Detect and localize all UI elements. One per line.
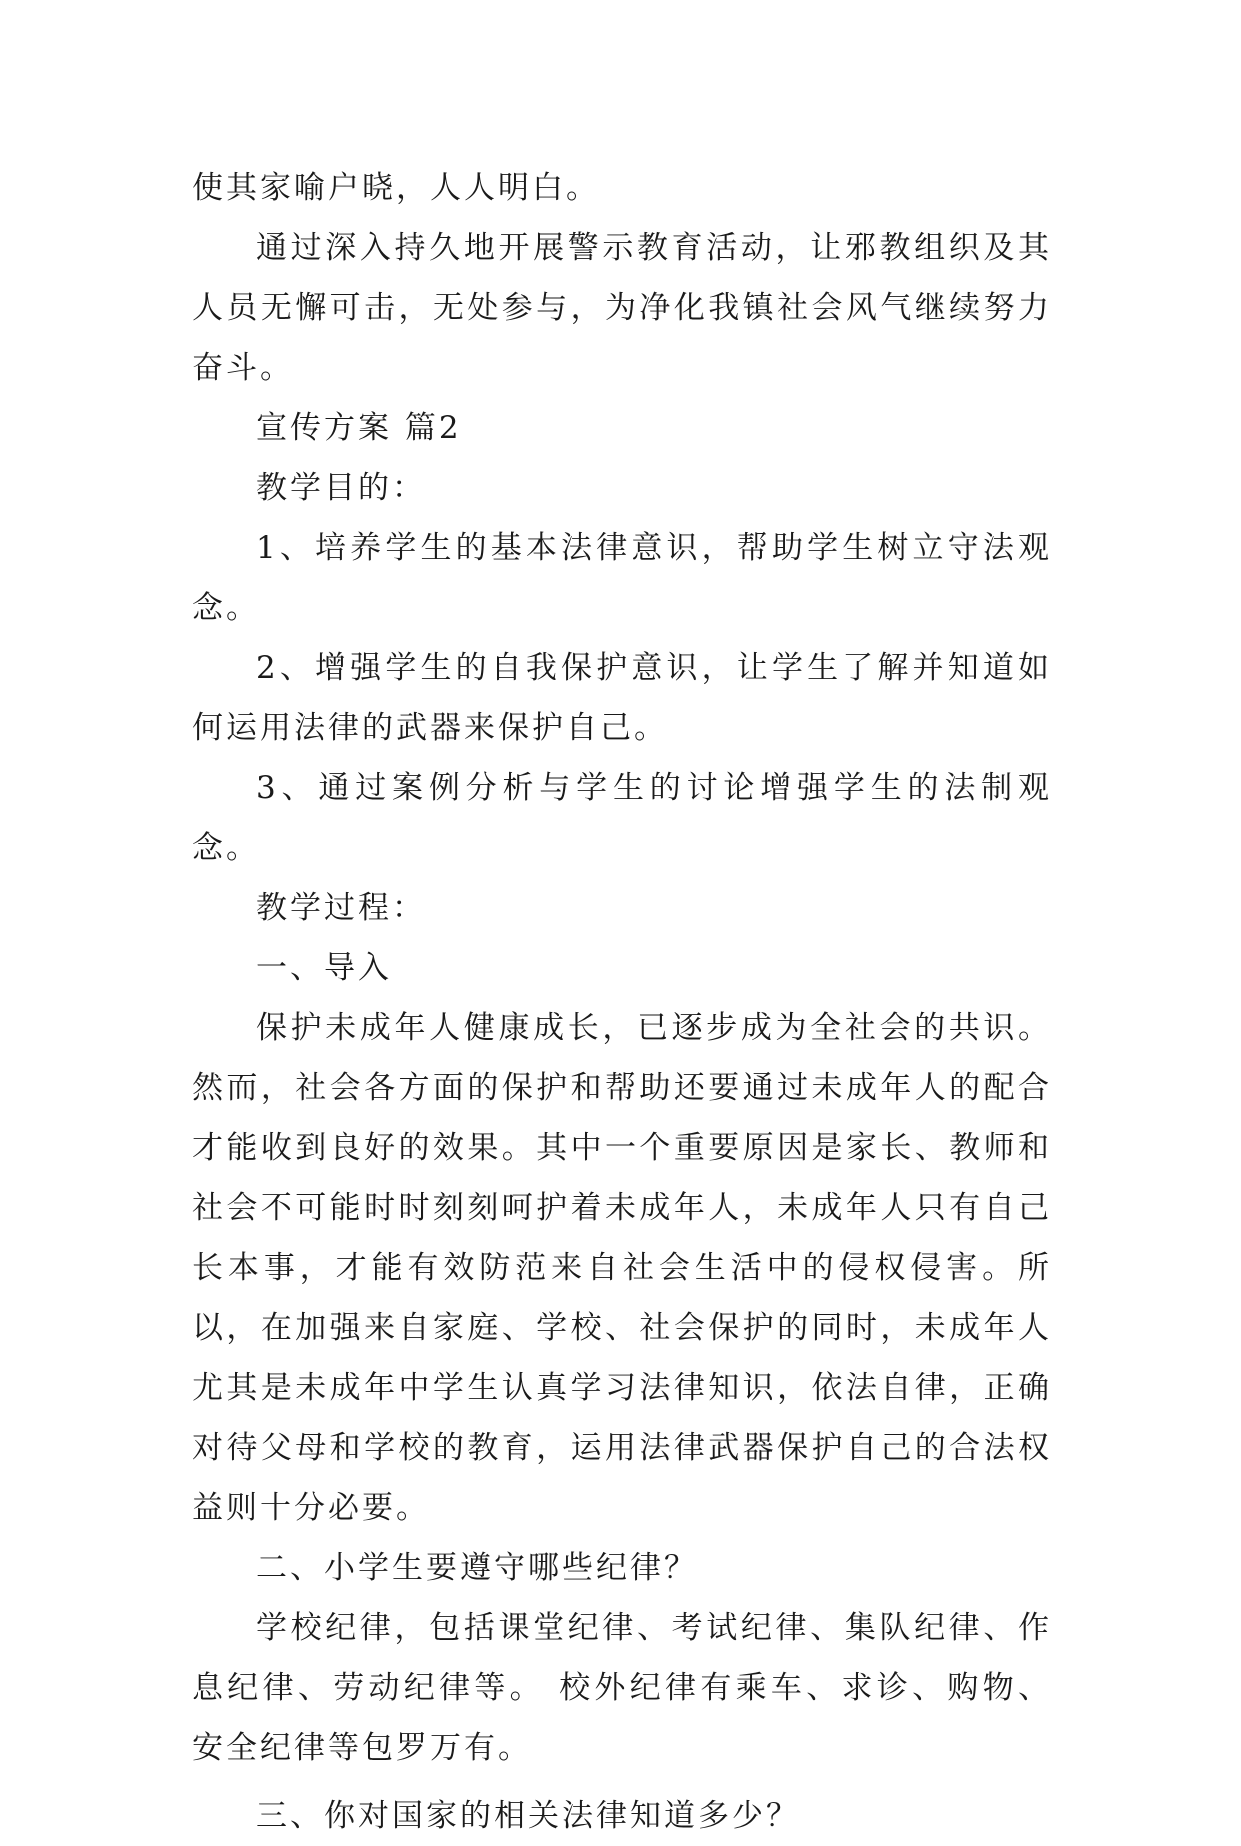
teaching-objectives-heading: 教学目的： <box>256 470 426 506</box>
section-heading-introduction: 一、导入 <box>256 950 392 986</box>
section-heading-plan-2: 宣传方案 篇2 <box>256 410 462 446</box>
paragraph-introduction: 保护未成年人健康成长，已逐步成为全社会的共识。然而，社会各方面的保护和帮助还要通过未成年人的配合才能收到良好的效果。其中一个重要原因是家长、教师和社会不可能时时刻刻呵护着未成年人，未成年人只有自己长本事，才能有效防范来自社会生活中的侵权侵害。所以，在加强来自家庭、学校、社会保护的同时，未成年人尤其是未成年中学生认真学习法律知识，依法自律，正确对待父母和学校的教育，运用法律武器保护自己的合法权益则十分必要。 <box>192 1010 1052 1526</box>
paragraph-discipline: 学校纪律，包括课堂纪律、考试纪律、集队纪律、作息纪律、劳动纪律等。 校外纪律有乘车、求诊、购物、安全纪律等包罗万有。 <box>192 1610 1052 1766</box>
paragraph-warning-education: 通过深入持久地开展警示教育活动，让邪教组织及其人员无懈可击，无处参与，为净化我镇社会风气继续努力奋斗。 <box>192 230 1052 386</box>
objective-item-1: 1、培养学生的基本法律意识，帮助学生树立守法观念。 <box>192 530 1052 626</box>
section-heading-discipline: 二、小学生要遵守哪些纪律？ <box>256 1550 698 1586</box>
objective-item-3: 3、通过案例分析与学生的讨论增强学生的法制观念。 <box>192 770 1052 866</box>
document-body <box>192 158 1052 1846</box>
teaching-process-heading: 教学过程： <box>256 890 426 926</box>
paragraph-continuation: 使其家喻户晓，人人明白。 <box>192 170 600 206</box>
objective-item-2: 2、增强学生的自我保护意识，让学生了解并知道如何运用法律的武器来保护自己。 <box>192 650 1052 746</box>
section-heading-laws: 三、你对国家的相关法律知道多少？ <box>256 1798 800 1834</box>
